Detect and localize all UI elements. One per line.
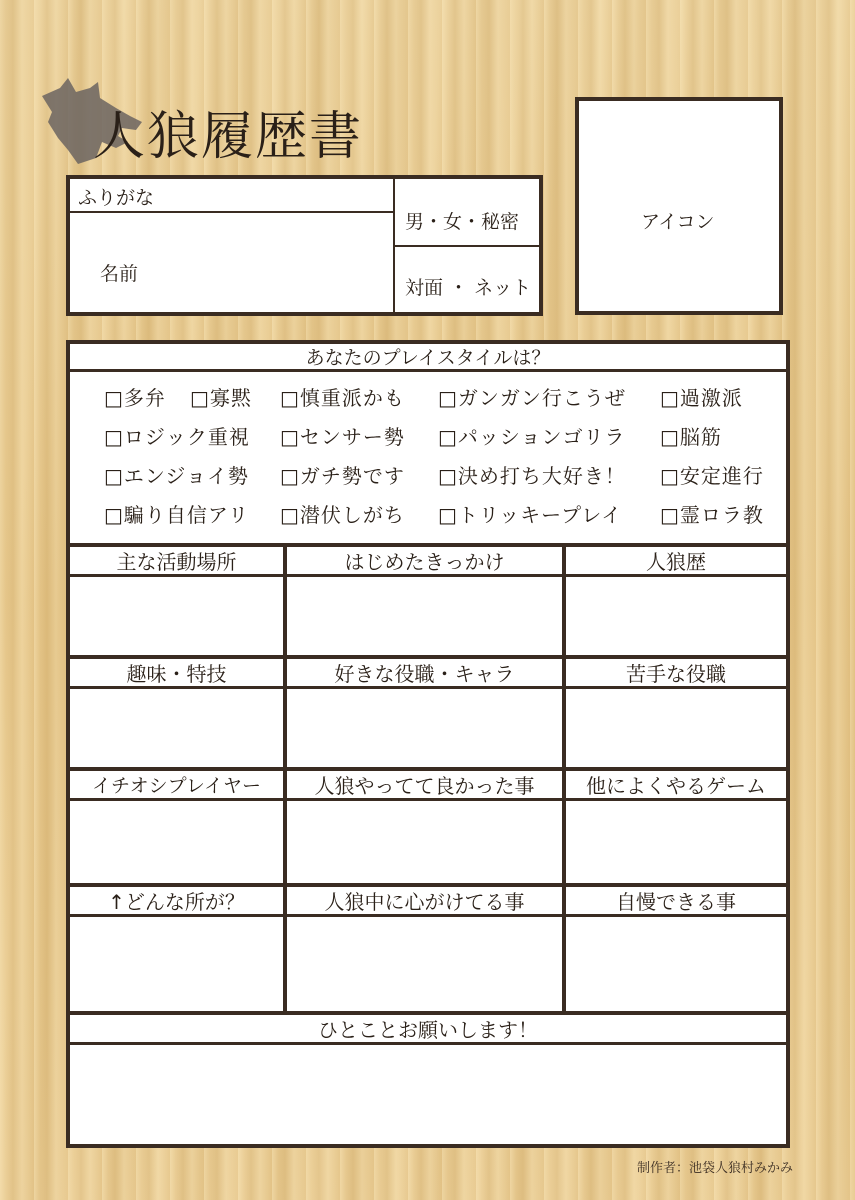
message-box: [66, 1011, 790, 1148]
style-option[interactable]: □多弁: [104, 386, 166, 410]
grid-cell: [283, 767, 566, 887]
style-option[interactable]: □トリッキープレイ: [438, 503, 623, 527]
style-option[interactable]: □安定進行: [660, 464, 764, 488]
grid-cell: [562, 883, 790, 1015]
name-label: 名前: [100, 263, 139, 285]
page-title: 人狼履歴書: [93, 107, 364, 167]
grid-cell-header: 趣味・特技: [70, 659, 283, 689]
icon-box: [575, 97, 783, 315]
style-option[interactable]: □センサー勢: [280, 425, 405, 449]
grid-cell-header: 主な活動場所: [70, 547, 283, 577]
grid-cell-header: 苦手な役職: [566, 659, 786, 689]
style-option[interactable]: □霊ロラ教: [660, 503, 764, 527]
style-option[interactable]: □ガンガン行こうぜ: [438, 386, 626, 410]
grid-cell-header: 人狼中に心がけてる事: [287, 887, 562, 917]
style-option[interactable]: □エンジョイ勢: [104, 464, 249, 488]
grid-cell: [66, 655, 287, 771]
grid-cell-header: 好きな役職・キャラ: [287, 659, 562, 689]
style-option[interactable]: □決め打ち大好き！: [438, 464, 626, 488]
style-option[interactable]: □騙り自信アリ: [104, 503, 250, 527]
gender-label: 男・女・秘密: [405, 211, 520, 233]
title-area: [38, 78, 418, 178]
gender-divider: [393, 245, 539, 247]
profile-box: [66, 175, 543, 316]
grid-cell: [562, 543, 790, 659]
style-option[interactable]: □寡黙: [190, 386, 252, 410]
grid-cell-header: イチオシプレイヤー: [70, 771, 283, 801]
mode-label: 対面 ・ ネット: [405, 277, 532, 299]
credit-text: 制作者：池袋人狼村みかみ: [636, 1161, 793, 1176]
style-option[interactable]: □ガチ勢です: [280, 464, 405, 488]
grid-cell: [283, 543, 566, 659]
grid-cell: [66, 883, 287, 1015]
play-style-box: [66, 340, 790, 547]
play-style-header: あなたのプレイスタイルは？: [70, 344, 786, 372]
grid-cell-header: 人狼歴: [566, 547, 786, 577]
style-option[interactable]: □脳筋: [660, 425, 722, 449]
style-option[interactable]: □パッションゴリラ: [438, 425, 626, 449]
style-option[interactable]: □ロジック重視: [104, 425, 250, 449]
grid-cell-header: 自慢できる事: [566, 887, 786, 917]
grid-cell: [562, 767, 790, 887]
grid-cell-header: 人狼やってて良かった事: [287, 771, 562, 801]
grid-cell: [66, 543, 287, 659]
icon-label: アイコン: [641, 211, 715, 233]
style-option[interactable]: □潜伏しがち: [280, 503, 405, 527]
furigana-divider: [70, 211, 393, 213]
grid-cell: [283, 655, 566, 771]
grid-cell-header: ↑どんな所が？: [70, 887, 283, 917]
style-option[interactable]: □過激派: [660, 386, 743, 410]
grid-cell-header: 他によくやるゲーム: [566, 771, 786, 801]
furigana-label: ふりがな: [78, 187, 155, 209]
grid-cell: [562, 655, 790, 771]
grid-cell: [66, 767, 287, 887]
style-option[interactable]: □慎重派かも: [280, 386, 405, 410]
grid-cell: [283, 883, 566, 1015]
grid-cell-header: はじめたきっかけ: [287, 547, 562, 577]
message-header: ひとことお願いします！: [70, 1015, 786, 1045]
